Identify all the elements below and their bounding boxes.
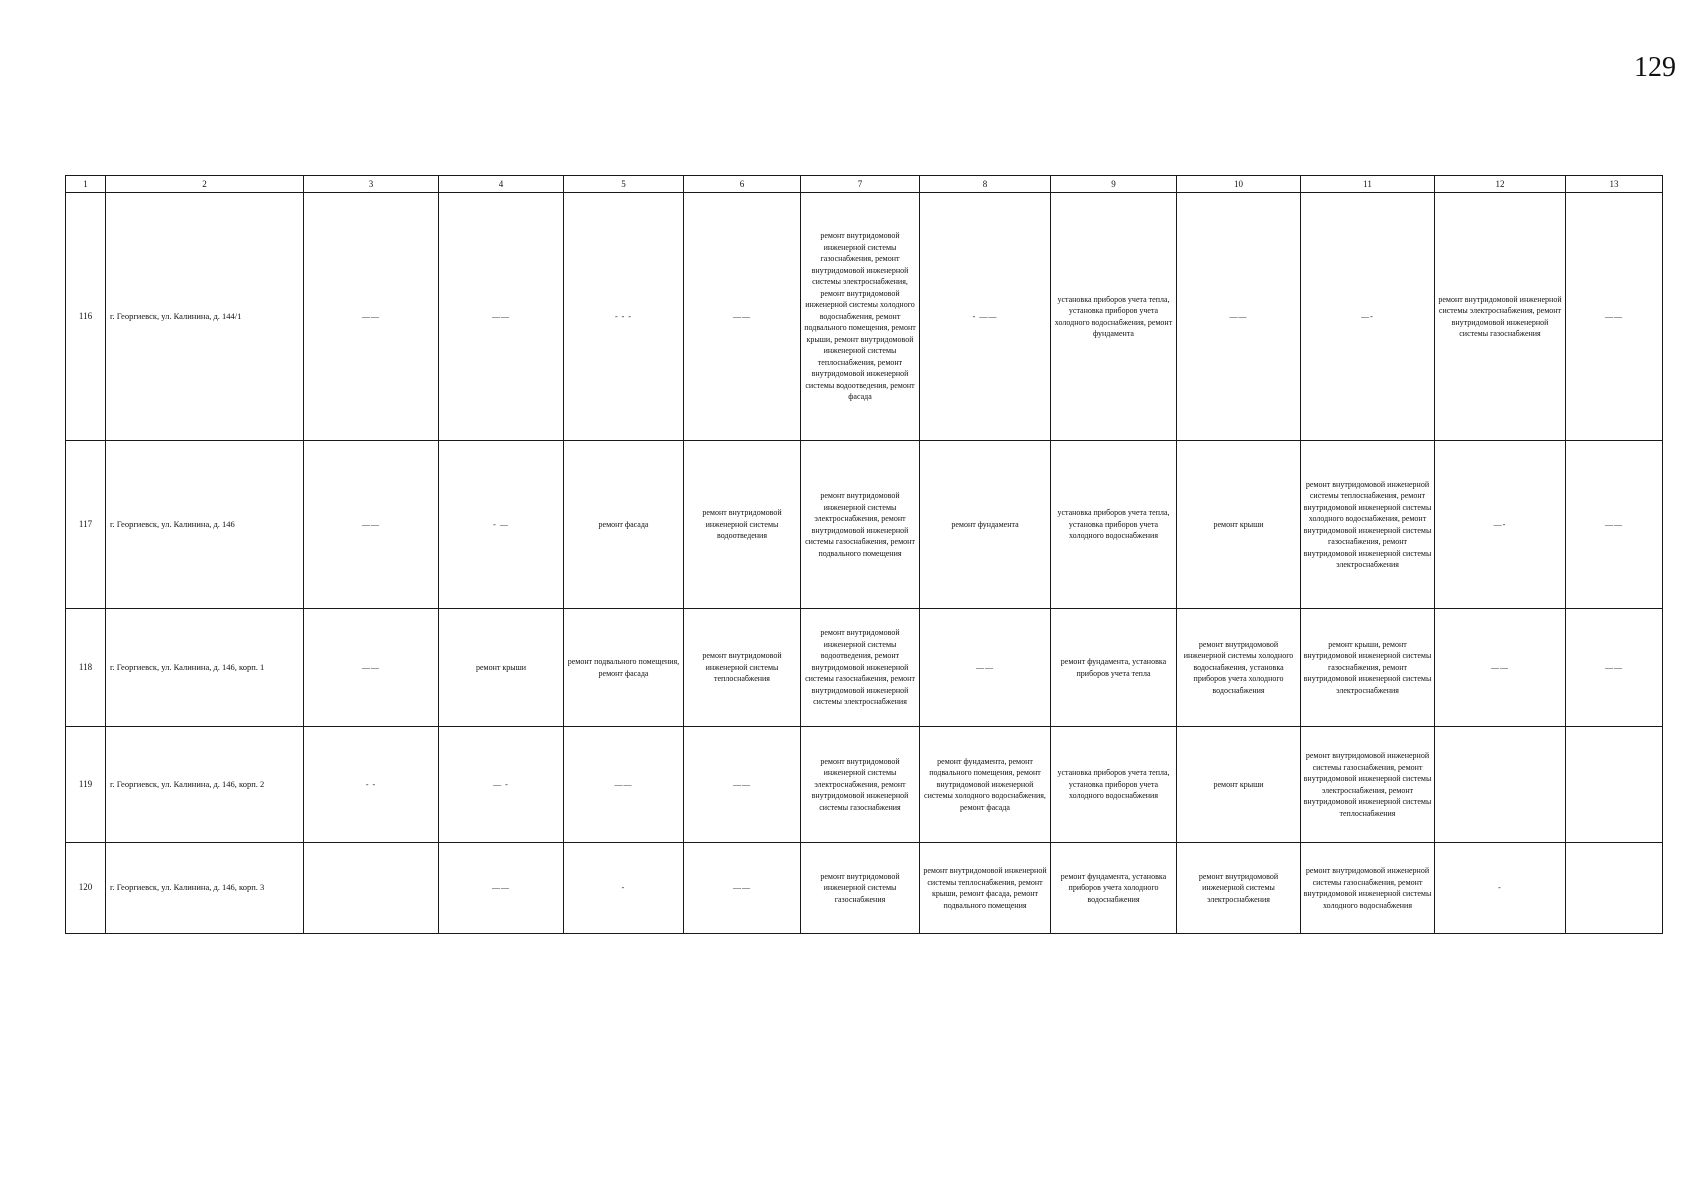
table-cell: —— [439, 843, 564, 934]
column-header: 8 [920, 176, 1051, 193]
table-cell: —— [304, 193, 439, 441]
table-cell: ремонт внутридомовой инженерной системы газоснабжения, ремонт внутридомовой инженерной системы электроснабжения, ремонт внутридомовой инженерной системы теплоснабжения [1301, 727, 1435, 843]
table-cell: ремонт фундамента, ремонт подвального помещения, ремонт внутридомовой инженерной системы холодного водоснабжения, ремонт фасада [920, 727, 1051, 843]
table-row [66, 441, 1663, 609]
row-number: 119 [66, 727, 106, 843]
column-header: 11 [1301, 176, 1435, 193]
table-cell: —— [1566, 609, 1663, 727]
table-cell: ремонт внутридомовой инженерной системы теплоснабжения, ремонт крыши, ремонт фасада, ремонт подвального помещения [920, 843, 1051, 934]
address-cell: г. Георгиевск, ул. Калинина, д. 144/1 [106, 193, 304, 441]
table-cell: установка приборов учета тепла, установка приборов учета холодного водоснабжения [1051, 727, 1177, 843]
table-cell: ремонт фасада [564, 441, 684, 609]
table-cell: —— [439, 193, 564, 441]
table-cell: ремонт крыши [1177, 727, 1301, 843]
table-cell: ремонт внутридомовой инженерной системы водоотведения [684, 441, 801, 609]
table-cell: ремонт подвального помещения, ремонт фасада [564, 609, 684, 727]
row-number: 116 [66, 193, 106, 441]
table-row [66, 843, 1663, 934]
table-cell: ремонт внутридомовой инженерной системы газоснабжения, ремонт внутридомовой инженерной системы электроснабжения, ремонт внутридомовой инженерной системы холодного водоснабжения, ремонт подвального помещения, ремонт крыши, ремонт внутридомовой инженерной системы теплоснабжения, ремонт внутридомовой инженерной системы водоотведения, ремонт фасада [801, 193, 920, 441]
address-cell: г. Георгиевск, ул. Калинина, д. 146, корп. 1 [106, 609, 304, 727]
table-cell: —— [1435, 609, 1566, 727]
page-number: 129 [1634, 52, 1676, 83]
table-cell: —- [1301, 193, 1435, 441]
column-header: 9 [1051, 176, 1177, 193]
column-header: 5 [564, 176, 684, 193]
table-cell [1566, 843, 1663, 934]
row-number: 118 [66, 609, 106, 727]
table-cell: —— [684, 727, 801, 843]
table-cell: — - [439, 727, 564, 843]
table-cell: ремонт фундамента, установка приборов учета тепла [1051, 609, 1177, 727]
row-number: 117 [66, 441, 106, 609]
table-cell: установка приборов учета тепла, установка приборов учета холодного водоснабжения, ремонт фундамента [1051, 193, 1177, 441]
table-cell: - [1435, 843, 1566, 934]
table-cell: ремонт внутридомовой инженерной системы электроснабжения, ремонт внутридомовой инженерной системы газоснабжения [801, 727, 920, 843]
column-header: 12 [1435, 176, 1566, 193]
table-cell: —— [304, 441, 439, 609]
table-cell: —- [1435, 441, 1566, 609]
column-header: 2 [106, 176, 304, 193]
column-header-row [66, 176, 1663, 193]
table-cell [1566, 727, 1663, 843]
table-cell: ремонт внутридомовой инженерной системы электроснабжения [1177, 843, 1301, 934]
table-cell: ремонт внутридомовой инженерной системы электроснабжения, ремонт внутридомовой инженерной системы газоснабжения [1435, 193, 1566, 441]
table-cell: —— [304, 609, 439, 727]
table-cell: ремонт крыши, ремонт внутридомовой инженерной системы газоснабжения, ремонт внутридомовой инженерной системы электроснабжения [1301, 609, 1435, 727]
table-cell: ремонт фундамента, установка приборов учета холодного водоснабжения [1051, 843, 1177, 934]
address-cell: г. Георгиевск, ул. Калинина, д. 146 [106, 441, 304, 609]
table-cell: —— [1566, 193, 1663, 441]
table-cell: —— [920, 609, 1051, 727]
table-cell: - [564, 843, 684, 934]
column-header: 3 [304, 176, 439, 193]
column-header: 4 [439, 176, 564, 193]
table-row [66, 193, 1663, 441]
address-cell: г. Георгиевск, ул. Калинина, д. 146, корп. 2 [106, 727, 304, 843]
table-cell: ремонт крыши [1177, 441, 1301, 609]
table-row [66, 727, 1663, 843]
row-number: 120 [66, 843, 106, 934]
table-cell [304, 843, 439, 934]
table-cell: ремонт крыши [439, 609, 564, 727]
table-cell: ремонт внутридомовой инженерной системы теплоснабжения [684, 609, 801, 727]
column-header: 13 [1566, 176, 1663, 193]
table-cell: - - - [564, 193, 684, 441]
table-cell: ремонт внутридомовой инженерной системы водоотведения, ремонт внутридомовой инженерной системы газоснабжения, ремонт внутридомовой инженерной системы электроснабжения [801, 609, 920, 727]
table-cell: - - [304, 727, 439, 843]
table-cell: ремонт внутридомовой инженерной системы теплоснабжения, ремонт внутридомовой инженерной системы холодного водоснабжения, ремонт внутридомовой инженерной системы газоснабжения, ремонт внутридомовой инженерной системы электроснабжения [1301, 441, 1435, 609]
table-cell: —— [684, 193, 801, 441]
table-cell: установка приборов учета тепла, установка приборов учета холодного водоснабжения [1051, 441, 1177, 609]
table-cell: - — [439, 441, 564, 609]
column-header: 10 [1177, 176, 1301, 193]
address-cell: г. Георгиевск, ул. Калинина, д. 146, корп. 3 [106, 843, 304, 934]
column-header: 1 [66, 176, 106, 193]
table-cell: ремонт внутридомовой инженерной системы газоснабжения [801, 843, 920, 934]
table-cell: —— [564, 727, 684, 843]
table-cell [1435, 727, 1566, 843]
column-header: 6 [684, 176, 801, 193]
table-cell: ремонт внутридомовой инженерной системы холодного водоснабжения, установка приборов учета холодного водоснабжения [1177, 609, 1301, 727]
column-header: 7 [801, 176, 920, 193]
table-cell: ремонт внутридомовой инженерной системы газоснабжения, ремонт внутридомовой инженерной системы холодного водоснабжения [1301, 843, 1435, 934]
table-row [66, 609, 1663, 727]
table-cell: —— [1566, 441, 1663, 609]
table-cell: ремонт фундамента [920, 441, 1051, 609]
repair-schedule-table [65, 175, 1663, 934]
table-cell: ремонт внутридомовой инженерной системы электроснабжения, ремонт внутридомовой инженерной системы газоснабжения, ремонт подвального помещения [801, 441, 920, 609]
table-cell: —— [684, 843, 801, 934]
table-cell: —— [1177, 193, 1301, 441]
table-cell: - —— [920, 193, 1051, 441]
